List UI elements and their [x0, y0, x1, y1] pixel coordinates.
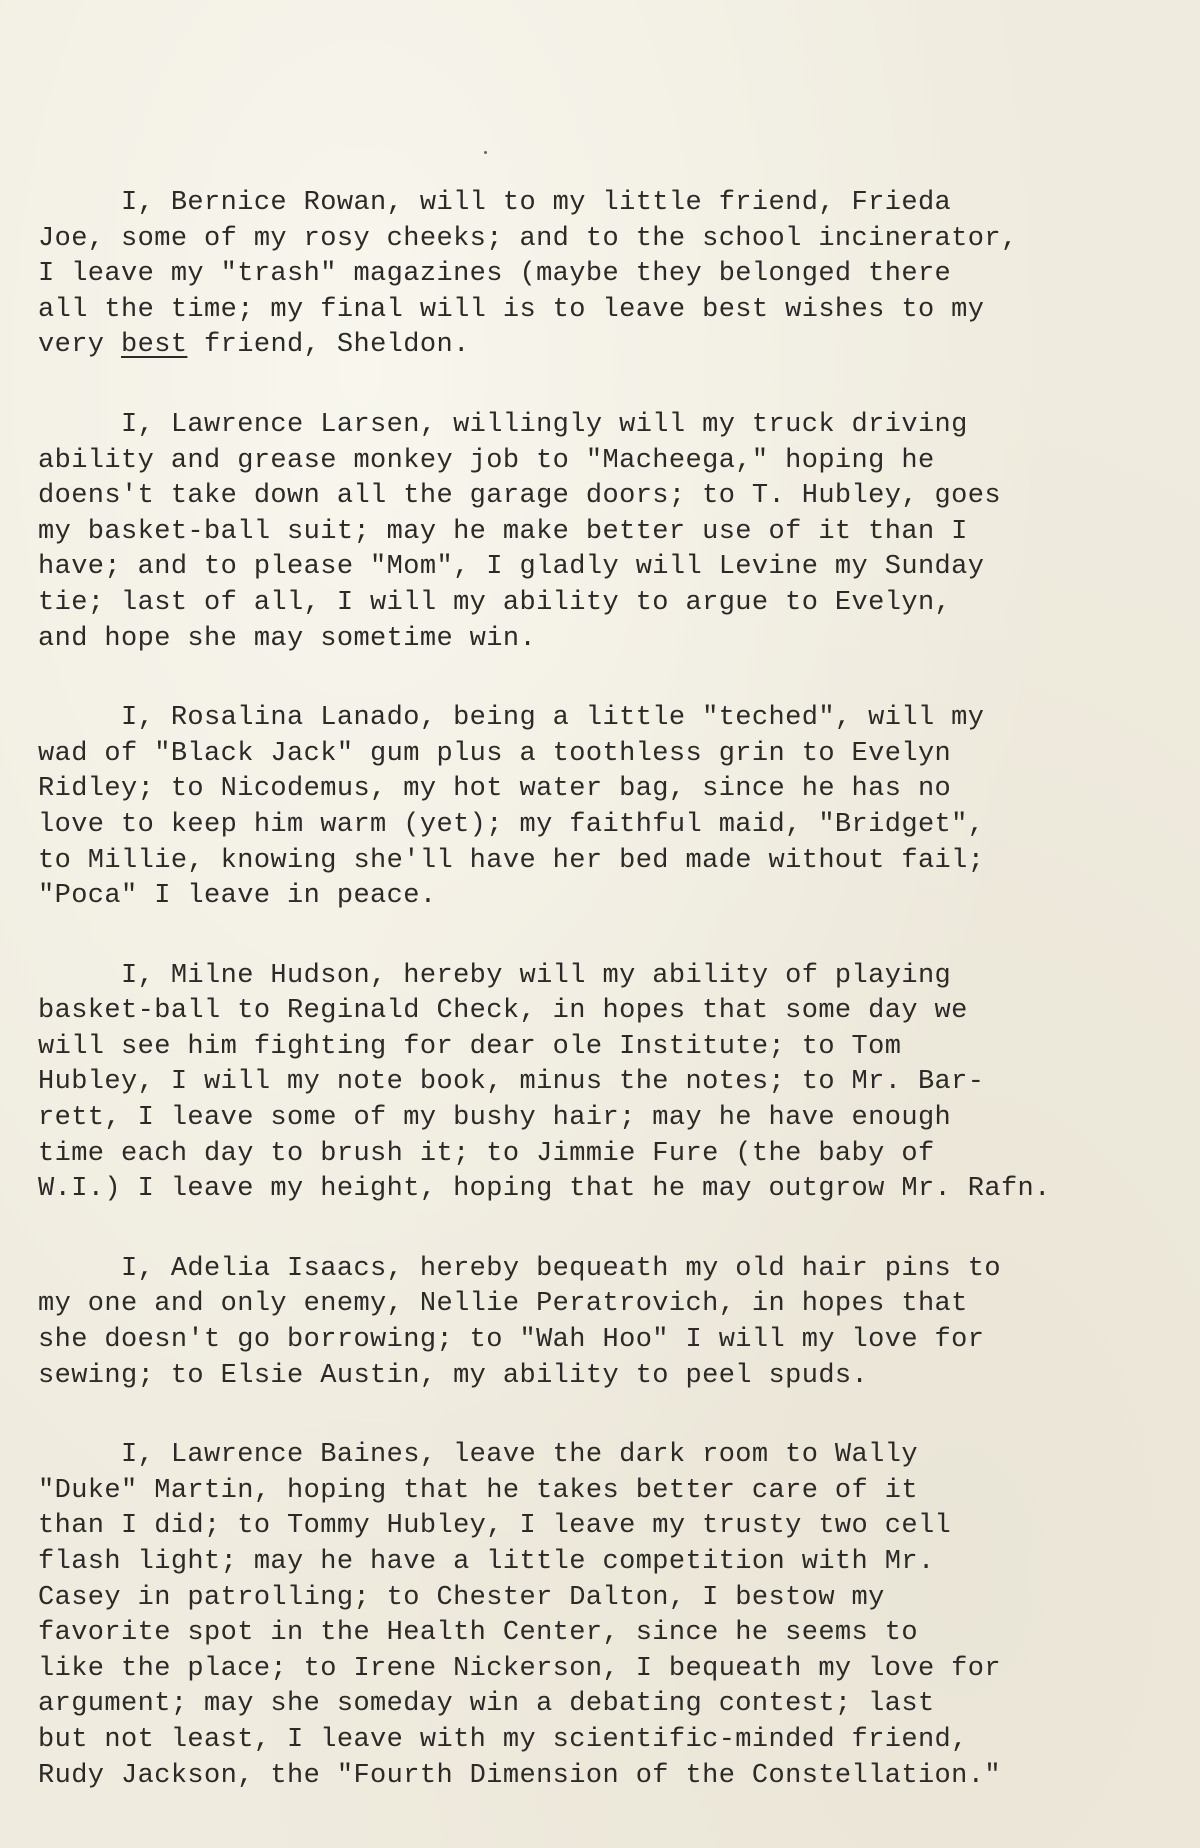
text-line: rett, I leave some of my bushy hair; may he have enough: [38, 1103, 952, 1134]
text-line: Hubley, I will my note book, minus the notes; to Mr. Bar-: [38, 1067, 985, 1098]
paragraph-lawrence-baines: [38, 1438, 1158, 1794]
text-line: all the time; my final will is to leave best wishes to my: [38, 294, 985, 325]
text-line: Joe, some of my rosy cheeks; and to the school incinerator,: [38, 223, 1018, 254]
text-line: flash light; may he have a little competition with Mr.: [38, 1547, 935, 1577]
text-line: doens't take down all the garage doors; to T. Hubley, goes: [38, 481, 1001, 512]
text-line: I, Adelia Isaacs, hereby bequeath my old hair pins to: [38, 1253, 1001, 1284]
text-line: I, Lawrence Baines, leave the dark room to Wally: [38, 1440, 918, 1471]
text-line: "Duke" Martin, hoping that he takes better care of it: [38, 1475, 918, 1506]
text-line: I, Rosalina Lanado, being a little "teched", will my: [38, 703, 985, 734]
text-fragment: friend, Sheldon.: [187, 330, 470, 361]
text-line: have; and to please "Mom", I gladly will Levine my Sunday: [38, 552, 985, 583]
text-line: she doesn't go borrowing; to "Wah Hoo" I will my love for: [38, 1325, 985, 1356]
text-line: ability and grease monkey job to "Macheega," hoping he: [38, 445, 935, 476]
text-line: I, Bernice Rowan, will to my little friend, Frieda: [38, 188, 952, 218]
text-line: love to keep him warm (yet); my faithful maid, "Bridget",: [38, 809, 985, 840]
text-line: Ridley; to Nicodemus, my hot water bag, since he has no: [38, 774, 952, 805]
text-line: sewing; to Elsie Austin, my ability to peel spuds.: [38, 1360, 869, 1391]
text-line: will see him fighting for dear ole Institute; to Tom: [38, 1031, 902, 1062]
text-line: my one and only enemy, Nellie Peratrovich, in hopes that: [38, 1289, 968, 1320]
text-line: I leave my "trash" magazines (maybe they belonged there: [38, 259, 952, 290]
text-line: time each day to brush it; to Jimmie Fure (the baby of: [38, 1138, 935, 1169]
underlined-word: best: [121, 330, 188, 361]
text-line: tie; last of all, I will my ability to argue to Evelyn,: [38, 587, 952, 618]
paper-speck: [484, 151, 487, 154]
text-line: basket-ball to Reginald Check, in hopes that some day we: [38, 996, 968, 1027]
text-line: [38, 328, 1158, 364]
text-line: wad of "Black Jack" gum plus a toothless grin to Evelyn: [38, 738, 952, 769]
typewritten-text: [38, 186, 1158, 1838]
paragraph-rosalina-lanado: [38, 701, 1158, 915]
text-line: my basket-ball suit; may he make better use of it than I: [38, 516, 968, 547]
text-line: I, Milne Hudson, hereby will my ability of playing: [38, 960, 952, 991]
paragraph-bernice-rowan: [38, 186, 1158, 364]
text-line: Casey in patrolling; to Chester Dalton, I bestow my: [38, 1582, 885, 1613]
text-line: I, Lawrence Larsen, willingly will my truck driving: [38, 409, 968, 440]
text-line: like the place; to Irene Nickerson, I bequeath my love for: [38, 1653, 1001, 1684]
text-line: than I did; to Tommy Hubley, I leave my trusty two cell: [38, 1511, 952, 1542]
text-line: "Poca" I leave in peace.: [38, 881, 437, 912]
text-fragment: very: [38, 330, 122, 361]
paragraph-adelia-isaacs: [38, 1252, 1158, 1394]
text-line: W.I.) I leave my height, hoping that he may outgrow Mr. Rafn.: [38, 1174, 1051, 1205]
text-line: and hope she may sometime win.: [38, 623, 537, 654]
text-line: to Millie, knowing she'll have her bed made without fail;: [38, 845, 985, 876]
paragraph-lawrence-larsen: [38, 408, 1158, 657]
text-line: favorite spot in the Health Center, since he seems to: [38, 1618, 918, 1649]
text-line: argument; may she someday win a debating contest; last: [38, 1689, 935, 1720]
paragraph-milne-hudson: [38, 959, 1158, 1208]
text-line: Rudy Jackson, the "Fourth Dimension of the Constellation.": [38, 1760, 1001, 1791]
text-line: but not least, I leave with my scientific-minded friend,: [38, 1724, 968, 1755]
